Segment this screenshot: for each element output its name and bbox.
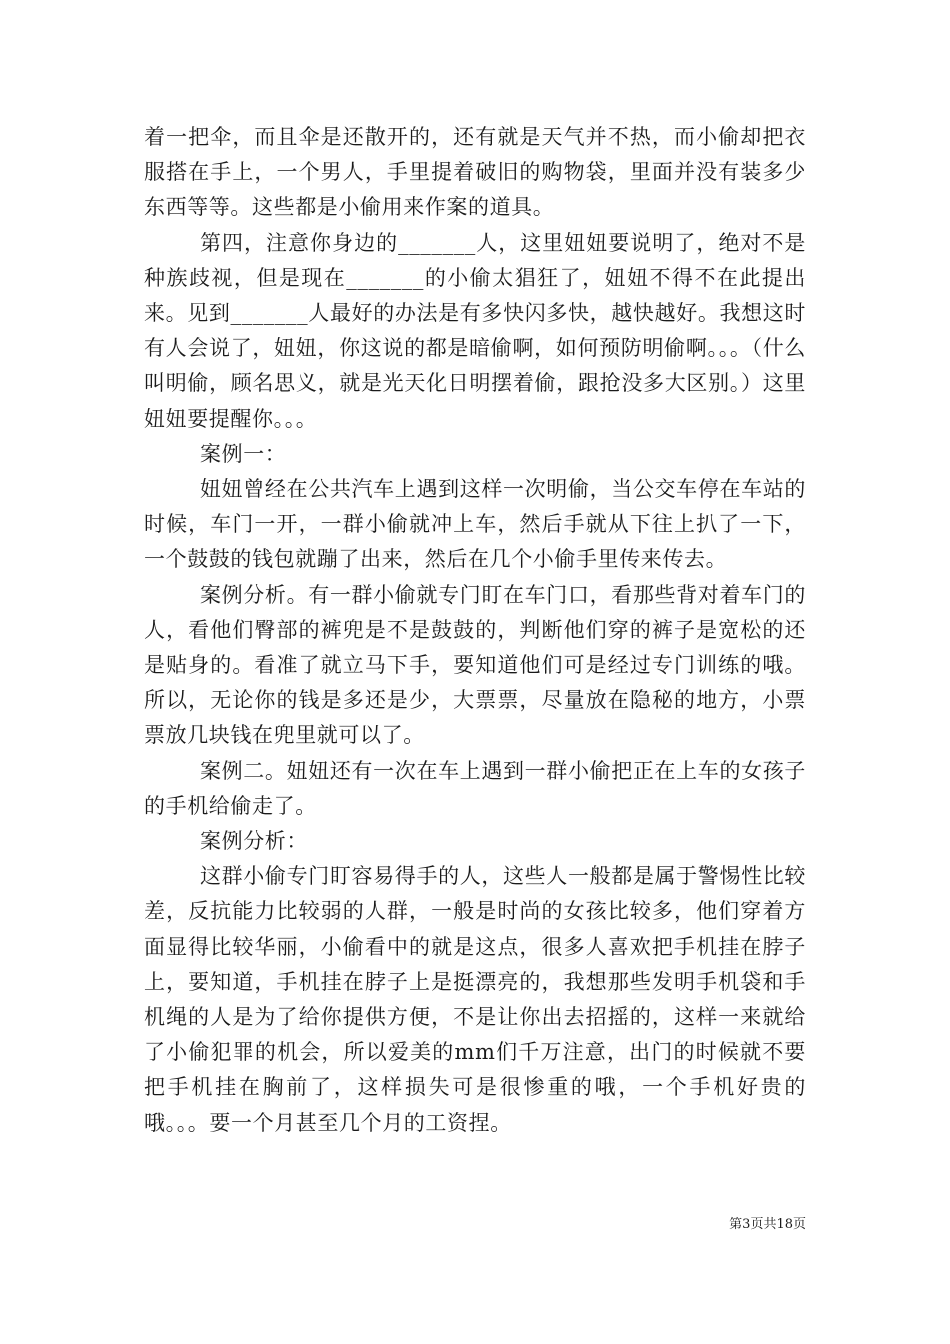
paragraph-4: 妞妞曾经在公共汽车上遇到这样一次明偷，当公交车停在车站的时候，车门一开，一群小偷就冲上车，然后手就从下往上扒了一下，一个鼓鼓的钱包就蹦了出来，然后在几个小偷手里传来传去。 [144,477,806,572]
paragraph-7-analysis-heading: 案例分析： [200,829,308,854]
paragraph-8: 这群小偷专门盯容易得手的人，这些人一般都是属于警惕性比较差，反抗能力比较弱的人群，一般是时尚的女孩比较多，他们穿着方面显得比较华丽，小偷看中的就是这点，很多人喜欢把手机挂在脖子上，要知道，手机挂在脖子上是挺漂亮的，我想那些发明手机袋和手机绳的人是为了给你提供方便，不是让你出去招摇的，这样一来就给了小偷犯罪的机会，所以爱美的mm们千万注意，出门的时候就不要把手机挂在胸前了，这样损失可是很惨重的哦，一个手机好贵的哦。。。要一个月甚至几个月的工资捏。 [144,864,806,1135]
page-number-footer: 第3页共18页 [729,1217,806,1232]
paragraph-3-case-one-heading: 案例一： [200,441,287,466]
paragraph-1: 着一把伞，而且伞是还散开的，还有就是天气并不热，而小偷却把衣服搭在手上，一个男人，手里提着破旧的购物袋，里面并没有装多少东西等等。这些都是小偷用来作案的道具。 [144,125,806,220]
paragraph-2: 第四，注意你身边的_______人，这里妞妞要说明了，绝对不是种族歧视，但是现在_______的小偷太猖狂了，妞妞不得不在此提出来。见到_______人最好的办法是有多快闪多快，越快越好。我想这时有人会说了，妞妞，你这说的都是暗偷啊，如何预防明偷啊。。。（什么叫明偷，顾名思义，就是光天化日明摆着偷，跟抢没多大区别。）这里妞妞要提醒你。。。 [144,230,806,431]
paragraph-6: 案例二。妞妞还有一次在车上遇到一群小偷把正在上车的女孩子的手机给偷走了。 [144,758,806,818]
paragraph-5: 案例分析。有一群小偷就专门盯在车门口，看那些背对着车门的人，看他们臀部的裤兜是不是鼓鼓的，判断他们穿的裤子是宽松的还是贴身的。看准了就立马下手，要知道他们可是经过专门训练的哦。所以，无论你的钱是多还是少，大票票，尽量放在隐秘的地方，小票票放几块钱在兜里就可以了。 [144,582,806,748]
document-body [144,120,806,1141]
